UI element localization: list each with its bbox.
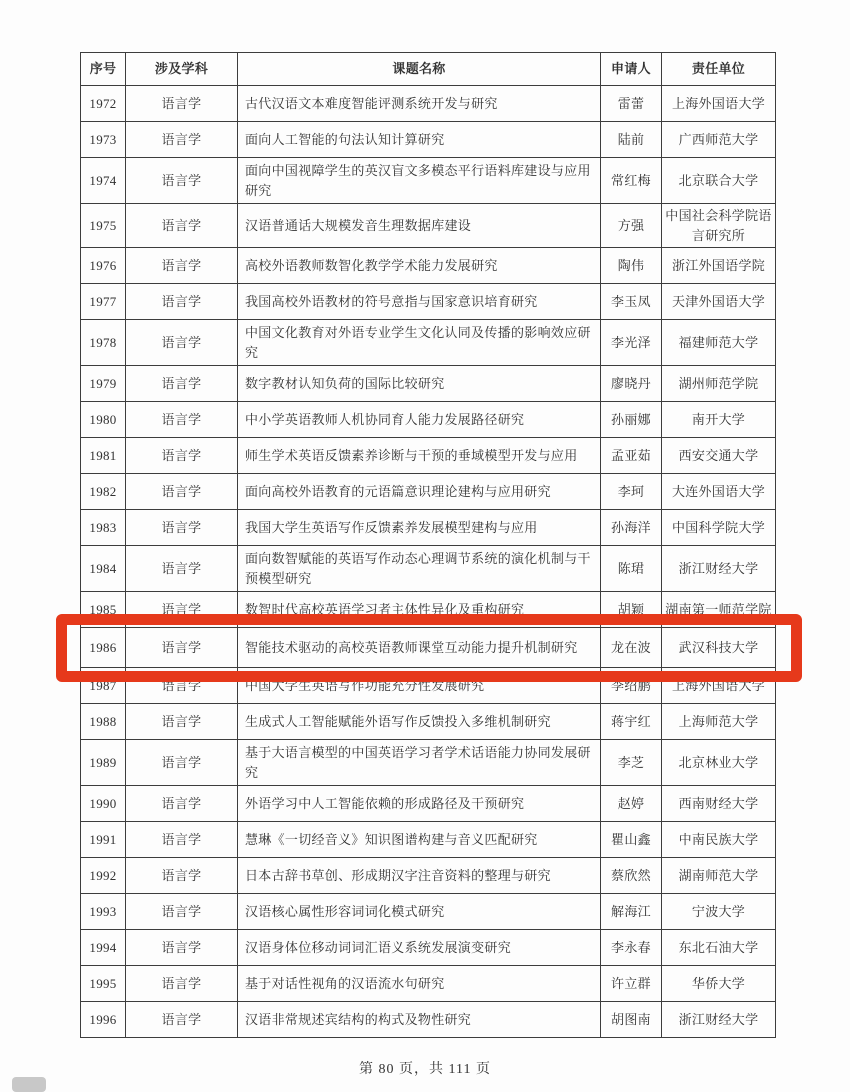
projects-table: [80, 52, 776, 1038]
responsible-unit-cell: 西南财经大学: [662, 786, 776, 822]
discipline-cell: 语言学: [126, 668, 238, 704]
discipline-cell: 语言学: [126, 966, 238, 1002]
table-row: [81, 204, 776, 248]
table-row: [81, 930, 776, 966]
applicant-cell: 陶伟: [601, 248, 662, 284]
corner-badge: [12, 1077, 46, 1092]
table-row: [81, 740, 776, 786]
header-applicant: 申请人: [601, 53, 662, 86]
header-project-title: 课题名称: [238, 53, 601, 86]
discipline-cell: 语言学: [126, 786, 238, 822]
project-title-cell: 汉语普通话大规模发音生理数据库建设: [238, 204, 601, 248]
responsible-unit-cell: 浙江外国语学院: [662, 248, 776, 284]
table-row: [81, 438, 776, 474]
project-title-cell: 我国高校外语教材的符号意指与国家意识培育研究: [238, 284, 601, 320]
responsible-unit-cell: 上海外国语大学: [662, 668, 776, 704]
discipline-cell: 语言学: [126, 86, 238, 122]
table-row: [81, 248, 776, 284]
responsible-unit-cell: 中南民族大学: [662, 822, 776, 858]
serial-number-cell: 1977: [81, 284, 126, 320]
applicant-cell: 孙海洋: [601, 510, 662, 546]
applicant-cell: 许立群: [601, 966, 662, 1002]
responsible-unit-cell: 福建师范大学: [662, 320, 776, 366]
discipline-cell: 语言学: [126, 1002, 238, 1038]
discipline-cell: 语言学: [126, 284, 238, 320]
project-title-cell: 汉语身体位移动词词汇语义系统发展演变研究: [238, 930, 601, 966]
discipline-cell: 语言学: [126, 704, 238, 740]
applicant-cell: 赵婷: [601, 786, 662, 822]
responsible-unit-cell: 浙江财经大学: [662, 1002, 776, 1038]
applicant-cell: 李珂: [601, 474, 662, 510]
discipline-cell: 语言学: [126, 822, 238, 858]
serial-number-cell: 1988: [81, 704, 126, 740]
discipline-cell: 语言学: [126, 438, 238, 474]
table-header: [81, 53, 776, 86]
responsible-unit-cell: 湖州师范学院: [662, 366, 776, 402]
table-row: [81, 592, 776, 628]
page-number-footer: 第 80 页，共 111 页: [359, 1062, 491, 1077]
serial-number-cell: 1994: [81, 930, 126, 966]
serial-number-cell: 1990: [81, 786, 126, 822]
responsible-unit-cell: 华侨大学: [662, 966, 776, 1002]
serial-number-cell: 1984: [81, 546, 126, 592]
project-title-cell: 师生学术英语反馈素养诊断与干预的垂域模型开发与应用: [238, 438, 601, 474]
applicant-cell: 瞿山鑫: [601, 822, 662, 858]
project-title-cell: 生成式人工智能赋能外语写作反馈投入多维机制研究: [238, 704, 601, 740]
serial-number-cell: 1978: [81, 320, 126, 366]
header-discipline: 涉及学科: [126, 53, 238, 86]
serial-number-cell: 1992: [81, 858, 126, 894]
serial-number-cell: 1974: [81, 158, 126, 204]
applicant-cell: 李绍鹏: [601, 668, 662, 704]
serial-number-cell: 1980: [81, 402, 126, 438]
discipline-cell: 语言学: [126, 858, 238, 894]
project-title-cell: 中国大学生英语写作功能充分性发展研究: [238, 668, 601, 704]
table-row: [81, 510, 776, 546]
discipline-cell: 语言学: [126, 158, 238, 204]
applicant-cell: 孙丽娜: [601, 402, 662, 438]
applicant-cell: 李永春: [601, 930, 662, 966]
table-row: [81, 320, 776, 366]
project-title-cell: 高校外语教师数智化教学学术能力发展研究: [238, 248, 601, 284]
responsible-unit-cell: 湖南第一师范学院: [662, 592, 776, 628]
responsible-unit-cell: 北京林业大学: [662, 740, 776, 786]
project-title-cell: 我国大学生英语写作反馈素养发展模型建构与应用: [238, 510, 601, 546]
table-row: [81, 158, 776, 204]
table-row: [81, 122, 776, 158]
serial-number-cell: 1975: [81, 204, 126, 248]
applicant-cell: 孟亚茹: [601, 438, 662, 474]
discipline-cell: 语言学: [126, 930, 238, 966]
serial-number-cell: 1972: [81, 86, 126, 122]
project-title-cell: 数智时代高校英语学习者主体性异化及重构研究: [238, 592, 601, 628]
project-title-cell: 古代汉语文本难度智能评测系统开发与研究: [238, 86, 601, 122]
responsible-unit-cell: 武汉科技大学: [662, 628, 776, 668]
serial-number-cell: 1993: [81, 894, 126, 930]
discipline-cell: 语言学: [126, 894, 238, 930]
discipline-cell: 语言学: [126, 122, 238, 158]
serial-number-cell: 1985: [81, 592, 126, 628]
serial-number-cell: 1979: [81, 366, 126, 402]
discipline-cell: 语言学: [126, 592, 238, 628]
project-title-cell: 面向数智赋能的英语写作动态心理调节系统的演化机制与干预模型研究: [238, 546, 601, 592]
table-row: [81, 474, 776, 510]
applicant-cell: 常红梅: [601, 158, 662, 204]
responsible-unit-cell: 东北石油大学: [662, 930, 776, 966]
serial-number-cell: 1989: [81, 740, 126, 786]
project-title-cell: 汉语非常规述宾结构的构式及物性研究: [238, 1002, 601, 1038]
applicant-cell: 蒋宇红: [601, 704, 662, 740]
discipline-cell: 语言学: [126, 320, 238, 366]
project-title-cell: 汉语核心属性形容词词化模式研究: [238, 894, 601, 930]
table-row: [81, 628, 776, 668]
applicant-cell: 陆前: [601, 122, 662, 158]
applicant-cell: 李光泽: [601, 320, 662, 366]
project-title-cell: 基于大语言模型的中国英语学习者学术话语能力协同发展研究: [238, 740, 601, 786]
applicant-cell: 李芝: [601, 740, 662, 786]
responsible-unit-cell: 天津外国语大学: [662, 284, 776, 320]
responsible-unit-cell: 浙江财经大学: [662, 546, 776, 592]
applicant-cell: 胡图南: [601, 1002, 662, 1038]
discipline-cell: 语言学: [126, 546, 238, 592]
table-row: [81, 366, 776, 402]
applicant-cell: 李玉凤: [601, 284, 662, 320]
serial-number-cell: 1987: [81, 668, 126, 704]
serial-number-cell: 1991: [81, 822, 126, 858]
applicant-cell: 方强: [601, 204, 662, 248]
responsible-unit-cell: 宁波大学: [662, 894, 776, 930]
applicant-cell: 廖晓丹: [601, 366, 662, 402]
table-row: [81, 786, 776, 822]
serial-number-cell: 1986: [81, 628, 126, 668]
serial-number-cell: 1982: [81, 474, 126, 510]
header-serial-number: 序号: [81, 53, 126, 86]
responsible-unit-cell: 北京联合大学: [662, 158, 776, 204]
project-title-cell: 慧琳《一切经音义》知识图谱构建与音义匹配研究: [238, 822, 601, 858]
project-title-cell: 中国文化教育对外语专业学生文化认同及传播的影响效应研究: [238, 320, 601, 366]
header-row: [81, 53, 776, 86]
discipline-cell: 语言学: [126, 510, 238, 546]
responsible-unit-cell: 中国社会科学院语言研究所: [662, 204, 776, 248]
table-row: [81, 86, 776, 122]
responsible-unit-cell: 西安交通大学: [662, 438, 776, 474]
discipline-cell: 语言学: [126, 366, 238, 402]
discipline-cell: 语言学: [126, 628, 238, 668]
discipline-cell: 语言学: [126, 740, 238, 786]
responsible-unit-cell: 上海师范大学: [662, 704, 776, 740]
serial-number-cell: 1995: [81, 966, 126, 1002]
applicant-cell: 解海江: [601, 894, 662, 930]
responsible-unit-cell: 湖南师范大学: [662, 858, 776, 894]
responsible-unit-cell: 中国科学院大学: [662, 510, 776, 546]
responsible-unit-cell: 大连外国语大学: [662, 474, 776, 510]
table-row: [81, 858, 776, 894]
applicant-cell: 雷蕾: [601, 86, 662, 122]
project-title-cell: 日本古辞书草创、形成期汉字注音资料的整理与研究: [238, 858, 601, 894]
responsible-unit-cell: 上海外国语大学: [662, 86, 776, 122]
table-row: [81, 1002, 776, 1038]
table-row: [81, 822, 776, 858]
table-row: [81, 966, 776, 1002]
table-row: [81, 704, 776, 740]
responsible-unit-cell: 南开大学: [662, 402, 776, 438]
project-title-cell: 中小学英语教师人机协同育人能力发展路径研究: [238, 402, 601, 438]
project-title-cell: 数字教材认知负荷的国际比较研究: [238, 366, 601, 402]
serial-number-cell: 1973: [81, 122, 126, 158]
discipline-cell: 语言学: [126, 248, 238, 284]
table-row: [81, 668, 776, 704]
project-title-cell: 外语学习中人工智能依赖的形成路径及干预研究: [238, 786, 601, 822]
applicant-cell: 蔡欣然: [601, 858, 662, 894]
serial-number-cell: 1976: [81, 248, 126, 284]
serial-number-cell: 1981: [81, 438, 126, 474]
table-row: [81, 402, 776, 438]
discipline-cell: 语言学: [126, 204, 238, 248]
serial-number-cell: 1996: [81, 1002, 126, 1038]
applicant-cell: 胡颖: [601, 592, 662, 628]
discipline-cell: 语言学: [126, 402, 238, 438]
table-row: [81, 546, 776, 592]
table-row: [81, 894, 776, 930]
table-body: [81, 86, 776, 1038]
project-title-cell: 基于对话性视角的汉语流水句研究: [238, 966, 601, 1002]
project-title-cell: 智能技术驱动的高校英语教师课堂互动能力提升机制研究: [238, 628, 601, 668]
project-title-cell: 面向高校外语教育的元语篇意识理论建构与应用研究: [238, 474, 601, 510]
applicant-cell: 龙在波: [601, 628, 662, 668]
responsible-unit-cell: 广西师范大学: [662, 122, 776, 158]
header-responsible-unit: 责任单位: [662, 53, 776, 86]
applicant-cell: 陈珺: [601, 546, 662, 592]
project-title-cell: 面向人工智能的句法认知计算研究: [238, 122, 601, 158]
serial-number-cell: 1983: [81, 510, 126, 546]
project-title-cell: 面向中国视障学生的英汉盲文多模态平行语料库建设与应用研究: [238, 158, 601, 204]
discipline-cell: 语言学: [126, 474, 238, 510]
table-row: [81, 284, 776, 320]
